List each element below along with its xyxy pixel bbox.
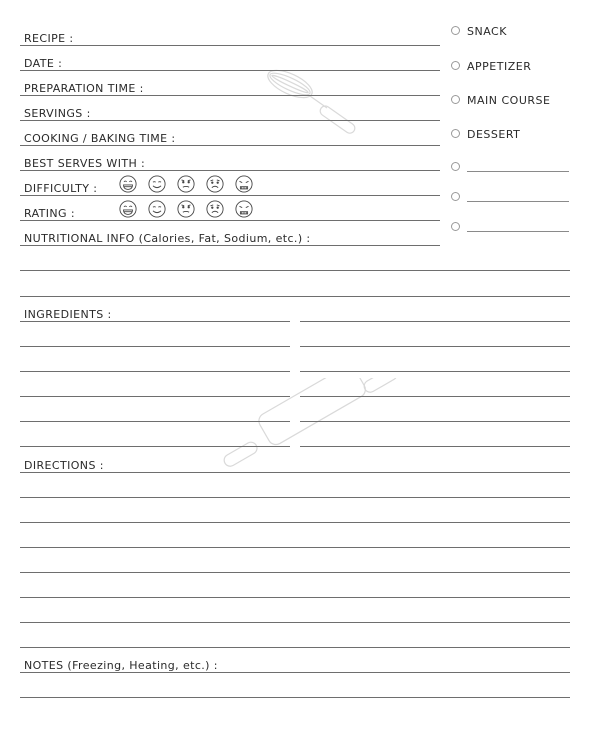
direction-line[interactable] (20, 547, 570, 548)
category-custom-radio-1[interactable] (451, 162, 460, 171)
category-custom-line-3[interactable] (467, 231, 569, 232)
smiling-face-icon[interactable] (148, 175, 166, 193)
direction-line[interactable] (20, 522, 570, 523)
neutral-face-icon[interactable] (177, 175, 195, 193)
nutrition-label: NUTRITIONAL INFO (Calories, Fat, Sodium, etc.) : (24, 232, 311, 245)
category-dessert-label: DESSERT (467, 128, 521, 141)
category-snack-label: SNACK (467, 25, 507, 38)
ingredient-line[interactable] (300, 446, 570, 447)
nutrition-line-2[interactable] (20, 270, 570, 271)
category-custom-line-2[interactable] (467, 201, 569, 202)
angry-face-icon[interactable] (235, 200, 253, 218)
difficulty-line (20, 195, 440, 196)
category-dessert-radio[interactable] (451, 129, 460, 138)
worried-face-icon[interactable] (206, 175, 224, 193)
ingredient-line[interactable] (20, 421, 290, 422)
ingredient-line[interactable] (20, 396, 290, 397)
servings-line[interactable] (20, 120, 440, 121)
notes-label: NOTES (Freezing, Heating, etc.) : (24, 659, 218, 672)
ingredient-line[interactable] (20, 446, 290, 447)
ingredient-line[interactable] (300, 396, 570, 397)
ingredient-line[interactable] (300, 346, 570, 347)
date-line[interactable] (20, 70, 440, 71)
neutral-face-icon[interactable] (177, 200, 195, 218)
rating-label: RATING : (24, 207, 75, 220)
ingredient-line[interactable] (300, 321, 570, 322)
directions-label: DIRECTIONS : (24, 459, 104, 472)
best-serves-label: BEST SERVES WITH : (24, 157, 146, 170)
smiling-face-icon[interactable] (148, 200, 166, 218)
ingredient-line[interactable] (300, 421, 570, 422)
category-main-course-label: MAIN COURSE (467, 94, 551, 107)
servings-label: SERVINGS : (24, 107, 91, 120)
ingredients-label: INGREDIENTS : (24, 308, 112, 321)
laughing-face-icon[interactable] (119, 200, 137, 218)
category-custom-radio-3[interactable] (451, 222, 460, 231)
date-label: DATE : (24, 57, 63, 70)
best-serves-line[interactable] (20, 170, 440, 171)
category-appetizer-label: APPETIZER (467, 60, 532, 73)
notes-line[interactable] (20, 697, 570, 698)
notes-line[interactable] (20, 672, 570, 673)
nutrition-line[interactable] (20, 245, 440, 246)
prep-time-line[interactable] (20, 95, 440, 96)
nutrition-line-3[interactable] (20, 296, 570, 297)
cook-time-label: COOKING / BAKING TIME : (24, 132, 176, 145)
category-appetizer-radio[interactable] (451, 61, 460, 70)
worried-face-icon[interactable] (206, 200, 224, 218)
recipe-label: RECIPE : (24, 32, 74, 45)
direction-line[interactable] (20, 597, 570, 598)
direction-line[interactable] (20, 622, 570, 623)
ingredient-line[interactable] (20, 371, 290, 372)
cook-time-line[interactable] (20, 145, 440, 146)
recipe-line[interactable] (20, 45, 440, 46)
laughing-face-icon[interactable] (119, 175, 137, 193)
category-custom-radio-2[interactable] (451, 192, 460, 201)
category-snack-radio[interactable] (451, 26, 460, 35)
rating-line (20, 220, 440, 221)
whisk-watermark-icon (262, 66, 382, 146)
ingredient-line[interactable] (300, 371, 570, 372)
category-custom-line-1[interactable] (467, 171, 569, 172)
direction-line[interactable] (20, 647, 570, 648)
direction-line[interactable] (20, 472, 570, 473)
direction-line[interactable] (20, 572, 570, 573)
difficulty-label: DIFFICULTY : (24, 182, 98, 195)
ingredient-line[interactable] (20, 346, 290, 347)
direction-line[interactable] (20, 497, 570, 498)
ingredient-line[interactable] (20, 321, 290, 322)
angry-face-icon[interactable] (235, 175, 253, 193)
prep-time-label: PREPARATION TIME : (24, 82, 144, 95)
category-main-course-radio[interactable] (451, 95, 460, 104)
